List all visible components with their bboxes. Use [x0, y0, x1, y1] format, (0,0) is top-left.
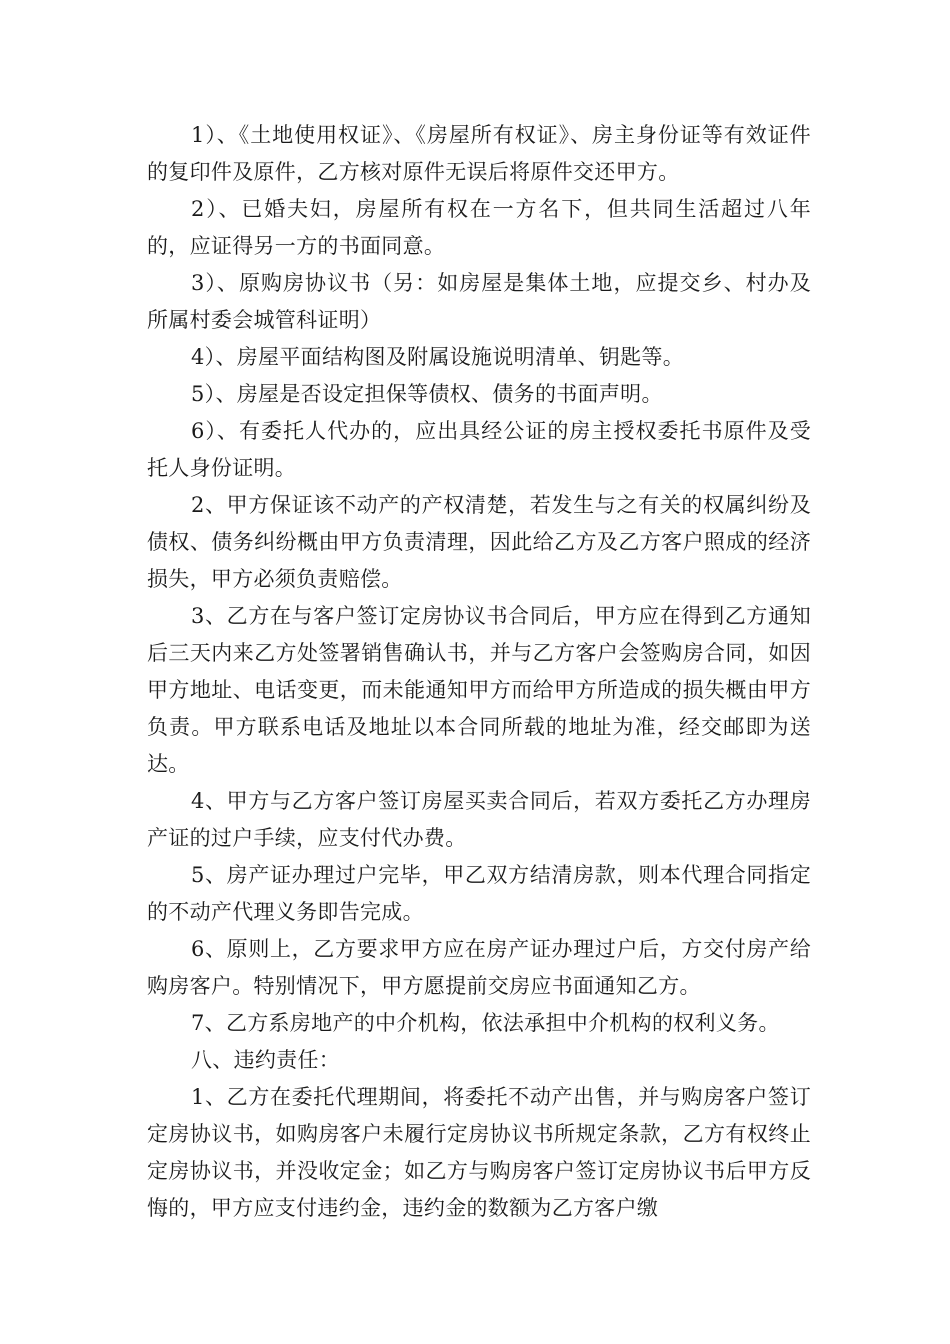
- clause-paragraph: 4）、房屋平面结构图及附属设施说明清单、钥匙等。: [191, 345, 685, 369]
- document-body: [147, 117, 811, 1227]
- clause-paragraph: 7、乙方系房地产的中介机构，依法承担中介机构的权利义务。: [191, 1011, 780, 1035]
- clause-paragraph: 1）、《土地使用权证》、《房屋所有权证》、房主身份证等有效证件的复印件及原件，乙方核对原件无误后将原件交还甲方。: [147, 123, 811, 184]
- section-heading: 八、违约责任：: [191, 1048, 341, 1072]
- clause-paragraph: 2）、已婚夫妇，房屋所有权在一方名下，但共同生活超过八年的，应证得另一方的书面同意。: [147, 197, 811, 258]
- clause-paragraph: 1、乙方在委托代理期间，将委托不动产出售，并与购房客户签订定房协议书，如购房客户未履行定房协议书所规定条款，乙方有权终止定房协议书，并没收定金；如乙方与购房客户签订定房协议书后甲方反悔的，甲方应支付违约金，违约金的数额为乙方客户缴: [147, 1085, 811, 1220]
- clause-paragraph: 5、房产证办理过户完毕，甲乙双方结清房款，则本代理合同指定的不动产代理义务即告完成。: [147, 863, 811, 924]
- clause-paragraph: 6）、有委托人代办的，应出具经公证的房主授权委托书原件及受托人身份证明。: [147, 419, 811, 480]
- clause-paragraph: 3）、原购房协议书（另：如房屋是集体土地，应提交乡、村办及所属村委会城管科证明）: [147, 271, 811, 332]
- clause-paragraph: 2、甲方保证该不动产的产权清楚，若发生与之有关的权属纠纷及债权、债务纠纷概由甲方负责清理，因此给乙方及乙方客户照成的经济损失，甲方必须负责赔偿。: [147, 493, 811, 591]
- clause-paragraph: 3、乙方在与客户签订定房协议书合同后，甲方应在得到乙方通知后三天内来乙方处签署销售确认书，并与乙方客户会签购房合同，如因甲方地址、电话变更，而未能通知甲方而给甲方所造成的损失概由甲方负责。甲方联系电话及地址以本合同所载的地址为准，经交邮即为送达。: [147, 604, 811, 776]
- clause-paragraph: 6、原则上，乙方要求甲方应在房产证办理过户后，方交付房产给购房客户。特别情况下，甲方愿提前交房应书面通知乙方。: [147, 937, 811, 998]
- clause-paragraph: 5）、房屋是否设定担保等债权、债务的书面声明。: [191, 382, 663, 406]
- clause-paragraph: 4、甲方与乙方客户签订房屋买卖合同后，若双方委托乙方办理房产证的过户手续，应支付代办费。: [147, 789, 811, 850]
